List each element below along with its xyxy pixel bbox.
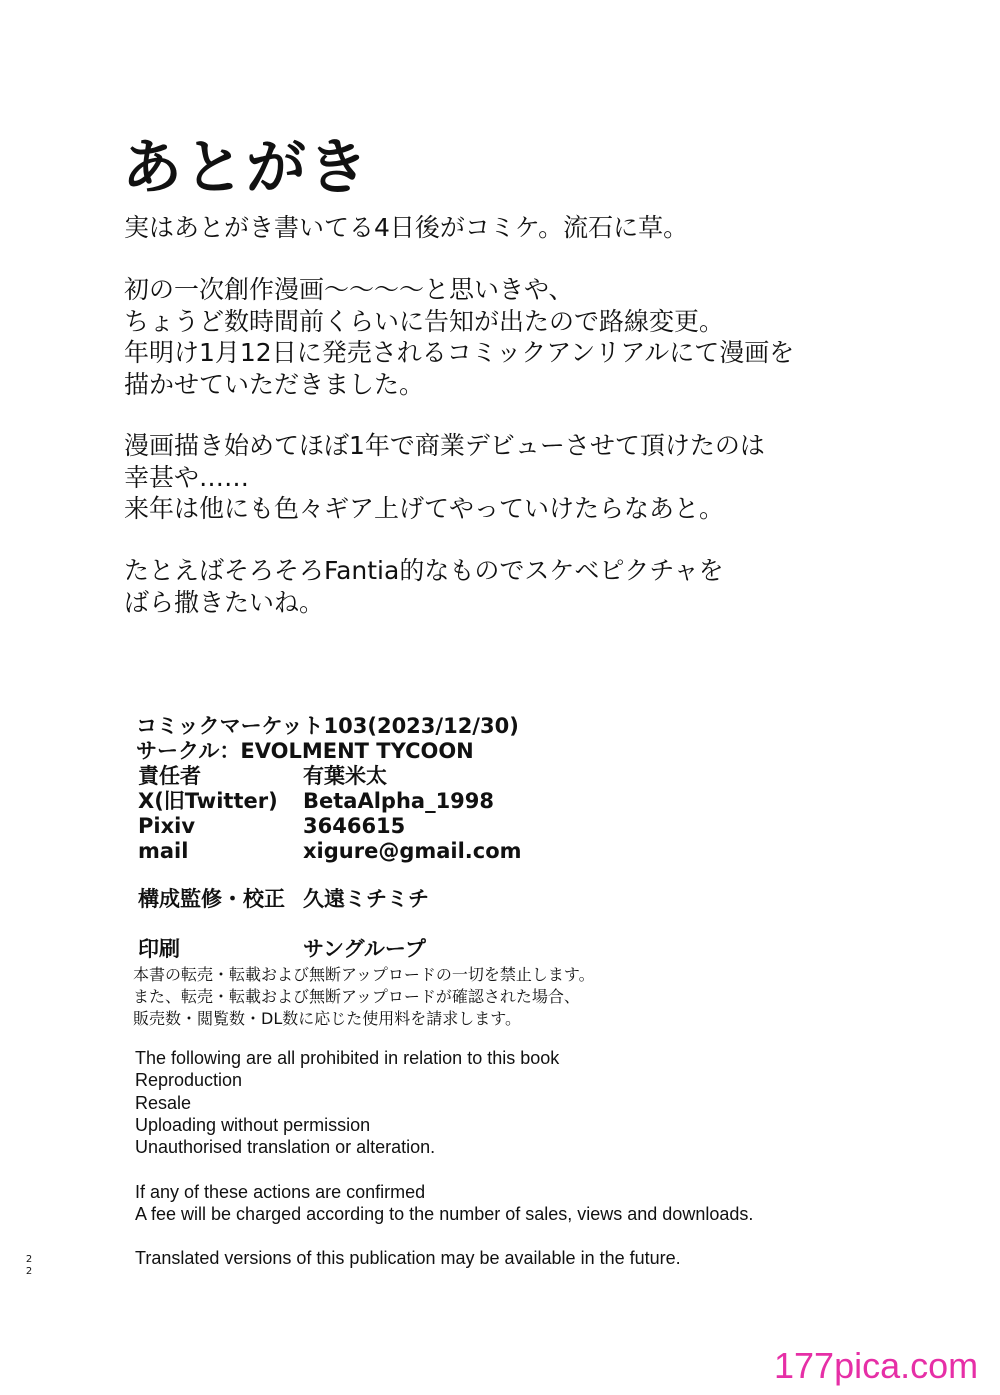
notice-line: Unauthorised translation or alteration. xyxy=(135,1137,436,1158)
circle-name: サークル：EVOLMENT TYCOON xyxy=(136,739,474,763)
paragraph-line: ちょうど数時間前くらいに告知が出たので路線変更。 xyxy=(124,306,725,336)
credit-value: 久遠ミチミチ xyxy=(303,887,429,911)
notice-line: また、転売・転載および無断アップロードが確認された場合、 xyxy=(133,987,580,1006)
notice-line: A fee will be charged according to the number of sales, views and downloads. xyxy=(135,1204,754,1225)
credit-label: Pixiv xyxy=(138,814,196,838)
english-fee-notice xyxy=(135,1181,753,1226)
paragraph-4 xyxy=(124,555,724,618)
credit-value: xigure@gmail.com xyxy=(303,839,522,863)
paragraph-line: 幸甚や…… xyxy=(124,462,250,492)
notice-line: 本書の転売・転載および無断アップロードの一切を禁止します。 xyxy=(133,965,595,984)
paragraph-line: 実はあとがき書いてる4日後がコミケ。流石に草。 xyxy=(124,213,689,242)
paragraph-1 xyxy=(124,212,688,244)
paragraph-line: 来年は他にも色々ギア上げてやっていけたらなあと。 xyxy=(124,494,725,523)
notice-line: Resale xyxy=(135,1092,192,1113)
credit-value: BetaAlpha_1998 xyxy=(303,789,495,813)
paragraph-line: 描かせていただきました。 xyxy=(124,369,425,399)
japanese-copyright-notice xyxy=(133,964,595,1030)
english-translation-notice xyxy=(135,1247,681,1269)
paragraph-line: 年明け1月12日に発売されるコミックアンリアルにて漫画を xyxy=(124,338,795,367)
notice-line: Translated versions of this publication may be available in the future. xyxy=(135,1248,681,1268)
colophon-header xyxy=(136,714,519,764)
credit-label: 責任者 xyxy=(138,764,201,788)
notice-line: If any of these actions are confirmed xyxy=(135,1182,426,1202)
notice-line: Uploading without permission xyxy=(135,1114,371,1135)
page-title: あとがき xyxy=(122,133,370,203)
notice-line: Reproduction xyxy=(135,1070,243,1091)
credit-label: 印刷 xyxy=(138,937,180,961)
paragraph-3 xyxy=(124,430,765,525)
credit-label: mail xyxy=(138,839,189,863)
notice-line: 販売数・閲覧数・DL数に応じた使用料を請求します。 xyxy=(133,1009,521,1028)
page-number-digit: 2 xyxy=(25,1254,33,1265)
page-number xyxy=(24,1254,34,1278)
credit-label: 構成監修・校正 xyxy=(138,887,285,911)
site-watermark: 177pica.com xyxy=(774,1345,979,1386)
credit-value: 有葉米太 xyxy=(303,764,387,788)
credit-value: 3646615 xyxy=(303,814,406,838)
paragraph-line: 初の一次創作漫画〜〜〜〜と思いきや、 xyxy=(124,275,574,304)
notice-line: The following are all prohibited in relation to this book xyxy=(135,1048,560,1068)
paragraph-line: 漫画描き始めてほぼ1年で商業デビューさせて頂けたのは xyxy=(124,431,765,460)
paragraph-line: ばら撒きたいね。 xyxy=(124,587,325,617)
credit-value: サングループ xyxy=(303,937,426,961)
paragraph-2 xyxy=(124,274,794,400)
credit-label: X(旧Twitter) xyxy=(138,789,278,813)
english-prohibitions xyxy=(135,1047,559,1158)
page-number-digit: 2 xyxy=(25,1266,33,1277)
paragraph-line: たとえばそろそろFantia的なものでスケベピクチャを xyxy=(124,556,724,585)
event-name: コミックマーケット103(2023/12/30) xyxy=(136,714,519,738)
